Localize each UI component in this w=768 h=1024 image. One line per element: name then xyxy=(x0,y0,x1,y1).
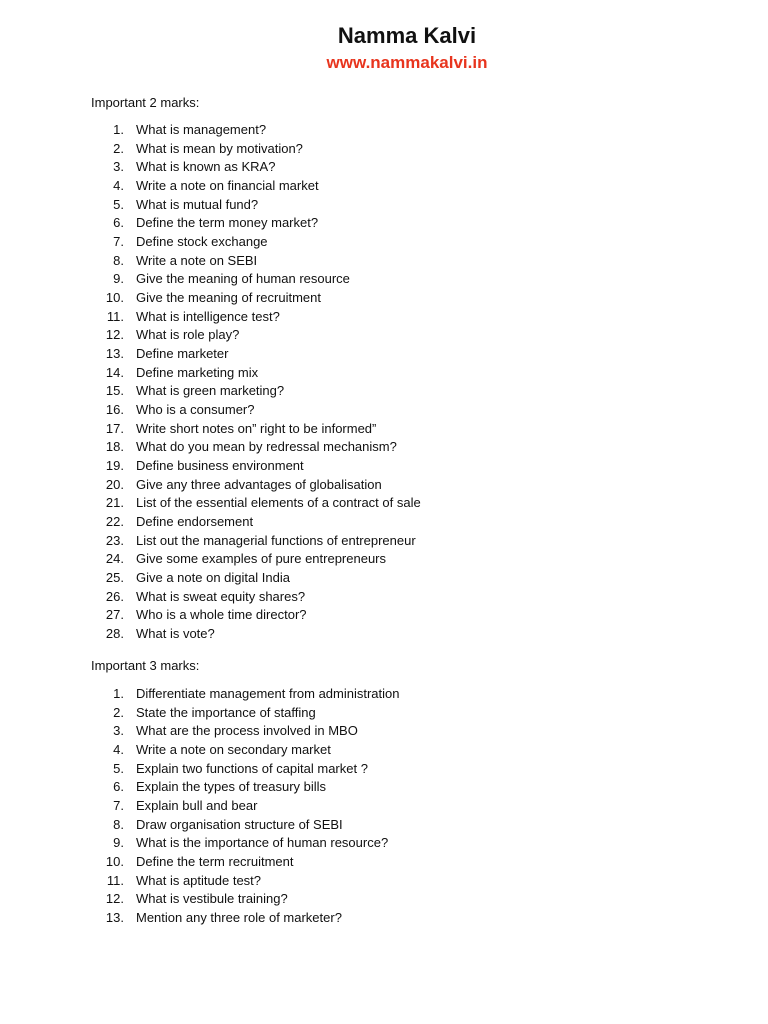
question-text: Write a note on secondary market xyxy=(136,742,331,758)
question-item xyxy=(96,158,421,177)
page-header xyxy=(0,22,768,74)
question-text: Give some examples of pure entrepreneurs xyxy=(136,551,387,567)
question-text: What is mutual fund? xyxy=(136,196,259,212)
question-number: 8. xyxy=(113,252,124,268)
question-item xyxy=(96,550,421,569)
question-text: What is management? xyxy=(136,122,267,137)
question-item xyxy=(96,909,400,928)
question-number: 2. xyxy=(113,704,124,720)
question-number: 17. xyxy=(105,420,124,436)
question-number: 12. xyxy=(105,327,124,343)
question-item xyxy=(96,513,421,532)
question-number: 6. xyxy=(113,779,124,795)
question-number: 24. xyxy=(105,551,124,567)
question-list-2-marks xyxy=(96,121,421,644)
question-number: 13. xyxy=(105,910,124,926)
question-text: Write a note on financial market xyxy=(136,178,319,194)
question-text: Explain bull and bear xyxy=(136,798,258,814)
question-item xyxy=(96,457,421,476)
question-item xyxy=(96,214,421,233)
question-text: State the importance of staffing xyxy=(136,704,316,720)
question-text: Mention any three role of marketer? xyxy=(136,910,342,926)
question-item xyxy=(96,853,400,872)
question-item xyxy=(96,741,400,760)
question-number: 8. xyxy=(113,816,124,832)
question-text: Explain the types of treasury bills xyxy=(136,779,327,795)
question-text: Write short notes on” right to be informed” xyxy=(136,420,377,436)
question-text: What is aptitude test? xyxy=(136,872,262,888)
question-item xyxy=(96,364,421,383)
question-number: 23. xyxy=(105,532,124,548)
question-item xyxy=(96,382,421,401)
question-number: 10. xyxy=(105,290,124,306)
question-item xyxy=(96,420,421,439)
question-text: What is the importance of human resource? xyxy=(136,835,389,851)
question-text: What is intelligence test? xyxy=(136,308,280,324)
question-item xyxy=(96,532,421,551)
question-text: What are the process involved in MBO xyxy=(136,723,358,739)
question-text: Define stock exchange xyxy=(136,234,268,250)
question-number: 6. xyxy=(113,215,124,231)
section-heading-2-marks: Important 2 marks: xyxy=(91,95,200,110)
question-text: What do you mean by redressal mechanism? xyxy=(136,439,397,455)
question-item xyxy=(96,569,421,588)
question-number: 11. xyxy=(106,308,124,324)
question-text: What is role play? xyxy=(136,327,240,343)
question-number: 9. xyxy=(113,271,124,287)
question-text: Explain two functions of capital market ? xyxy=(136,760,368,776)
question-item xyxy=(96,233,421,252)
question-text: Define endorsement xyxy=(136,514,254,530)
question-number: 20. xyxy=(105,476,124,492)
question-text: Define business environment xyxy=(136,458,304,474)
site-title: Namma Kalvi xyxy=(337,23,477,48)
question-list-3-marks xyxy=(96,685,400,928)
question-item xyxy=(96,890,400,909)
section-heading-3-marks: Important 3 marks: xyxy=(91,658,200,673)
question-item xyxy=(96,121,421,140)
question-item xyxy=(96,797,400,816)
question-number: 4. xyxy=(113,178,124,194)
question-text: What is sweat equity shares? xyxy=(136,588,306,604)
question-item xyxy=(96,196,421,215)
question-item xyxy=(96,438,421,457)
question-number: 4. xyxy=(113,742,124,758)
question-text: What is vestibule training? xyxy=(136,891,288,907)
question-item xyxy=(96,326,421,345)
question-number: 3. xyxy=(113,723,124,739)
question-text: Draw organisation structure of SEBI xyxy=(136,816,343,832)
question-text: Define marketer xyxy=(136,346,229,362)
question-number: 7. xyxy=(113,798,124,814)
question-number: 5. xyxy=(113,760,124,776)
question-text: Define the term money market? xyxy=(136,215,319,231)
question-number: 11. xyxy=(106,872,124,888)
question-number: 12. xyxy=(105,891,124,907)
question-item xyxy=(96,625,421,644)
question-number: 15. xyxy=(105,383,124,399)
question-item xyxy=(96,308,421,327)
question-number: 2. xyxy=(113,140,124,156)
question-item xyxy=(96,760,400,779)
question-number: 5. xyxy=(113,196,124,212)
question-number: 14. xyxy=(105,364,124,380)
question-text: List of the essential elements of a contract of sale xyxy=(136,495,421,511)
question-item xyxy=(96,401,421,420)
question-text: Give the meaning of recruitment xyxy=(136,290,321,306)
question-text: Define marketing mix xyxy=(136,364,259,380)
question-text: Who is a consumer? xyxy=(136,402,255,418)
question-item xyxy=(96,476,421,495)
question-text: Give a note on digital India xyxy=(136,570,290,586)
question-item xyxy=(96,834,400,853)
question-item xyxy=(96,588,421,607)
question-number: 1. xyxy=(113,686,124,701)
site-url-link[interactable]: www.nammakalvi.in xyxy=(326,53,488,72)
question-number: 7. xyxy=(113,234,124,250)
question-item xyxy=(96,816,400,835)
question-text: What is known as KRA? xyxy=(136,159,276,175)
question-item xyxy=(96,722,400,741)
question-item xyxy=(96,270,421,289)
question-number: 9. xyxy=(113,835,124,851)
question-number: 28. xyxy=(105,626,124,642)
question-text: Define the term recruitment xyxy=(136,854,294,870)
question-number: 19. xyxy=(105,458,124,474)
question-item xyxy=(96,494,421,513)
question-number: 26. xyxy=(105,588,124,604)
question-number: 16. xyxy=(105,402,124,418)
question-text: Differentiate management from administration xyxy=(136,686,400,701)
question-item xyxy=(96,778,400,797)
question-number: 25. xyxy=(105,570,124,586)
question-text: Who is a whole time director? xyxy=(136,607,307,623)
question-text: Give any three advantages of globalisation xyxy=(136,476,382,492)
question-item xyxy=(96,289,421,308)
question-number: 21. xyxy=(105,495,124,511)
question-text: What is green marketing? xyxy=(136,383,285,399)
question-text: Write a note on SEBI xyxy=(136,252,258,268)
question-number: 1. xyxy=(113,122,124,137)
question-number: 3. xyxy=(113,159,124,175)
question-item xyxy=(96,704,400,723)
question-number: 13. xyxy=(105,346,124,362)
question-text: What is vote? xyxy=(136,626,215,642)
question-number: 18. xyxy=(105,439,124,455)
question-text: Give the meaning of human resource xyxy=(136,271,350,287)
question-text: List out the managerial functions of entrepreneur xyxy=(136,532,416,548)
question-item xyxy=(96,606,421,625)
question-number: 10. xyxy=(105,854,124,870)
question-item xyxy=(96,872,400,891)
question-number: 27. xyxy=(105,607,124,623)
question-item xyxy=(96,177,421,196)
question-item xyxy=(96,345,421,364)
question-item xyxy=(96,252,421,271)
question-text: What is mean by motivation? xyxy=(136,140,303,156)
question-item xyxy=(96,685,400,704)
question-item xyxy=(96,140,421,159)
question-number: 22. xyxy=(105,514,124,530)
